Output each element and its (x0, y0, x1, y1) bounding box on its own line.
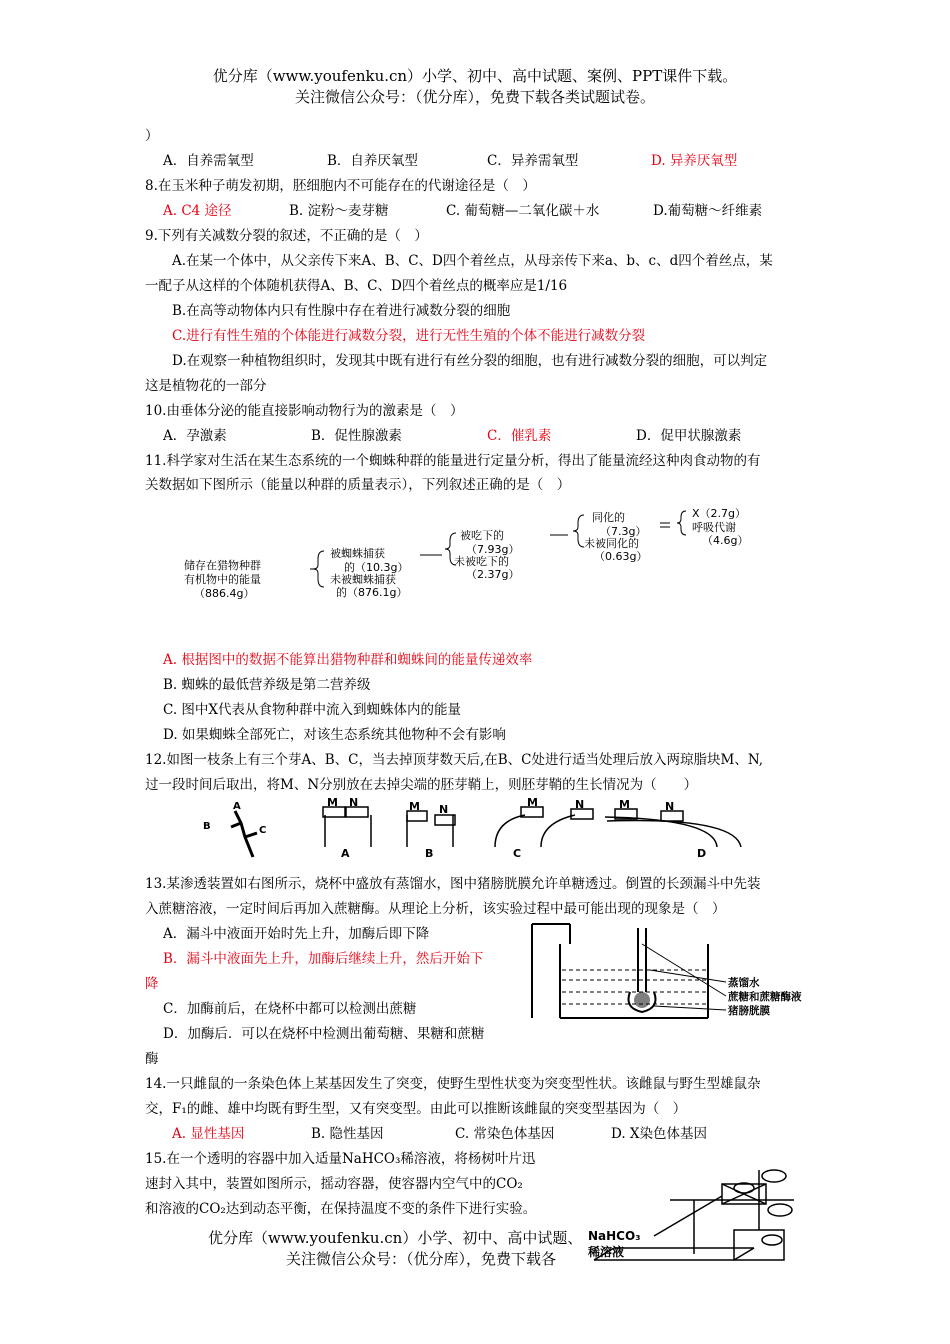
respiration-label-1: 呼吸代谢 (692, 521, 736, 534)
caught-label-2: 的（10.3g） (344, 561, 409, 574)
label-distilled-water: 蒸馏水 (728, 977, 760, 989)
fig-option-a: A (341, 847, 350, 860)
q13-stem-line1: 13.某渗透装置如右图所示，烧杯中盛放有蒸馏水，图中猪膀胱膜允许单糖透过。倒置的长颈漏斗中先装 (145, 876, 761, 892)
q10-option-b: B．促性腺激素 (311, 428, 402, 444)
fig-option-d: D (697, 847, 707, 860)
a-block-m: M (327, 797, 338, 809)
q7-tail: ） (145, 128, 159, 144)
q8-stem: 8.在玉米种子萌发初期，胚细胞内不可能存在的代谢途径是（ ） (145, 178, 536, 194)
q13-option-d-line1: D．加酶后．可以在烧杯中检测出葡萄糖、果糖和蔗糖 (163, 1026, 485, 1042)
q13-option-b-answer-line2: 降 (145, 976, 159, 992)
respiration-label-2: （4.6g） (702, 534, 749, 547)
brace-3 (573, 515, 584, 547)
header-line-2: 关注微信公众号：（优分库），免费下载各类试题试卷。 (294, 88, 655, 106)
b-block-m: M (409, 800, 420, 813)
q10-option-c-answer: C．催乳素 (487, 428, 552, 444)
eaten-label-2: （7.93g） (466, 543, 520, 556)
eaten-label-1: 被吃下的 (460, 529, 504, 542)
bud-c (245, 833, 257, 837)
q8-option-c: C. 葡萄糖—二氧化碳＋水 (446, 203, 600, 219)
q7-options (0, 151, 950, 171)
notcaught-label-2: 的（876.1g） (336, 586, 408, 599)
q11-option-a-answer: A. 根据图中的数据不能算出猎物种群和蜘蛛间的能量传递效率 (163, 652, 533, 668)
branch-label-b: B (203, 821, 211, 832)
notcaught-label-1: 未被蜘蛛捕获 (330, 573, 396, 586)
q12-stem-line1: 12.如图一枝条上有三个芽A、B、C，当去掉顶芽数天后,在B、C处进行适当处理后放入两琼脂块M、N, (145, 752, 764, 768)
label-membrane: 猪膀胱膜 (728, 1005, 770, 1017)
c-block-n: N (575, 798, 585, 811)
q14-options (0, 1124, 950, 1144)
q8-option-b: B. 淀粉～麦芽糖 (289, 203, 389, 219)
assimilated-label-2: （7.3g） (600, 525, 647, 538)
q8-option-a-answer: A. C4 途径 (163, 203, 232, 219)
q14-option-c: C. 常染色体基因 (455, 1126, 555, 1142)
d-block-n: N (665, 800, 675, 813)
q13-option-c: C．加酶前后，在烧杯中都可以检测出蔗糖 (163, 1001, 417, 1017)
q14-option-a-answer: A. 显性基因 (172, 1126, 245, 1142)
q7-option-c: C．异养需氧型 (487, 153, 579, 169)
fig-option-b: B (425, 847, 434, 860)
assimilated-label-1: 同化的 (592, 511, 625, 524)
q10-stem: 10.由垂体分泌的能直接影响动物行为的激素是（ ） (145, 403, 464, 419)
prey-label-1: 储存在猎物种群 (184, 559, 261, 572)
q13-stem-line2: 入蔗糖溶液，一定时间后再加入蔗糖酶。从理论上分析，该实验过程中最可能出现的现象是（ ） (145, 901, 726, 917)
q14-option-b: B. 隐性基因 (311, 1126, 384, 1142)
prey-label-2: 有机物中的能量 (184, 573, 261, 586)
q11-option-b: B. 蜘蛛的最低营养级是第二营养级 (163, 677, 371, 693)
energy-flow-diagram (180, 505, 780, 605)
noteaten-label-1: 未被吃下的 (454, 555, 509, 568)
q8-option-d: D.葡萄糖～纤维素 (653, 203, 763, 219)
q7-option-b: B．自养厌氧型 (327, 153, 418, 169)
not-assimilated-label-1: 未被同化的 (584, 537, 639, 550)
q9-option-d-line2: 这是植物花的一部分 (145, 378, 267, 394)
q15-line2: 速封入其中，装置如图所示，摇动容器，使容器内空气中的CO₂ (145, 1176, 523, 1192)
coleoptile-figure (195, 797, 755, 861)
q7-option-a: A．自养需氧型 (163, 153, 254, 169)
branch-label-a: A (233, 801, 241, 812)
q7-option-d-answer: D. 异养厌氧型 (651, 153, 738, 169)
q14-stem-line2: 交，F₁的雌、雄中均既有野生型，又有突变型。由此可以推断该雌鼠的突变型基因为（ ） (145, 1101, 687, 1117)
footer-line-1: 优分库（www.youfenku.cn）小学、初中、高中试题、 (208, 1229, 583, 1247)
a-block-n: N (349, 797, 359, 809)
q9-option-a-line1: A.在某一个体中，从父亲传下来A、B、C、D四个着丝点，从母亲传下来a、b、c、d四个着丝点，某 (172, 253, 773, 269)
b-block-n: N (439, 803, 449, 816)
q12-stem-line2: 过一段时间后取出，将M、N分别放在去掉尖端的胚芽鞘上，则胚芽鞘的生长情况为（ ） (145, 777, 698, 793)
header-line-1: 优分库（www.youfenku.cn）小学、初中、高中试题、案例、PPT课件下载。 (212, 67, 738, 85)
not-assimilated-label-2: （0.63g） (594, 550, 648, 563)
q11-option-c: C. 图中X代表从食物种群中流入到蜘蛛体内的能量 (163, 702, 462, 718)
label-nahco3: NaHCO₃ (588, 1229, 641, 1243)
q11-stem-line2: 关数据如下图所示（能量以种群的质量表示），下列叙述正确的是（ ） (145, 477, 571, 493)
osmosis-apparatus (530, 922, 822, 1020)
q9-option-b: B.在高等动物体内只有性腺中存在着进行减数分裂的细胞 (172, 303, 511, 319)
q11-option-d: D. 如果蜘蛛全部死亡，对该生态系统其他物种不会有影响 (163, 727, 506, 743)
label-sucrose-enzyme: 蔗糖和蔗糖酶液 (728, 991, 802, 1003)
x-label: X（2.7g） (692, 507, 747, 520)
q10-options (0, 426, 950, 446)
q14-stem-line1: 14.一只雌鼠的一条染色体上某基因发生了突变，使野生型性状变为突变型性状。该雌鼠与野生型雄鼠杂 (145, 1076, 761, 1092)
poplar-leaf-apparatus (584, 1160, 800, 1270)
q10-option-a: A．孕激素 (163, 428, 227, 444)
q11-stem-line1: 11.科学家对生活在某生态系统的一个蜘蛛种群的能量进行定量分析，得出了能量流经这种肉食动物的有 (145, 453, 761, 469)
q8-options (0, 201, 950, 221)
footer-line-2: 关注微信公众号：（优分库），免费下载各 (286, 1250, 557, 1268)
q15-line1: 15.在一个透明的容器中加入适量NaHCO₃稀溶液，将杨树叶片迅 (145, 1151, 536, 1167)
q13-option-a: A．漏斗中液面开始时先上升，加酶后即下降 (163, 926, 430, 942)
brace-4 (677, 511, 686, 535)
q13-option-b-answer-line1: B．漏斗中液面先上升，加酶后继续上升，然后开始下 (163, 951, 484, 967)
caught-label-1: 被蜘蛛捕获 (330, 547, 385, 560)
q13-option-d-line2: 酶 (145, 1051, 159, 1067)
q15-line3: 和溶液的CO₂达到动态平衡，在保持温度不变的条件下进行实验。 (145, 1201, 537, 1217)
q10-option-d: D．促甲状腺激素 (636, 428, 742, 444)
noteaten-label-2: （2.37g） (466, 568, 520, 581)
fig-option-c: C (513, 847, 522, 860)
d-block-m: M (619, 798, 630, 811)
bud-b (231, 823, 241, 827)
q9-option-a-line2: 一配子从这样的个体随机获得A、B、C、D四个着丝点的概率应是1/16 (145, 278, 568, 294)
q9-option-d-line1: D.在观察一种植物组织时，发现其中既有进行有丝分裂的细胞，也有进行减数分裂的细胞，可以判定 (172, 353, 768, 369)
label-dilute-solution: 稀溶液 (588, 1245, 625, 1259)
q9-option-c-answer: C.进行有性生殖的个体能进行减数分裂，进行无性生殖的个体不能进行减数分裂 (172, 328, 646, 344)
q9-stem: 9.下列有关减数分裂的叙述，不正确的是（ ） (145, 228, 428, 244)
branch-label-c: C (259, 825, 267, 836)
prey-label-3: （886.4g） (194, 587, 255, 600)
q14-option-d: D. X染色体基因 (611, 1126, 708, 1142)
c-block-m: M (527, 797, 538, 809)
